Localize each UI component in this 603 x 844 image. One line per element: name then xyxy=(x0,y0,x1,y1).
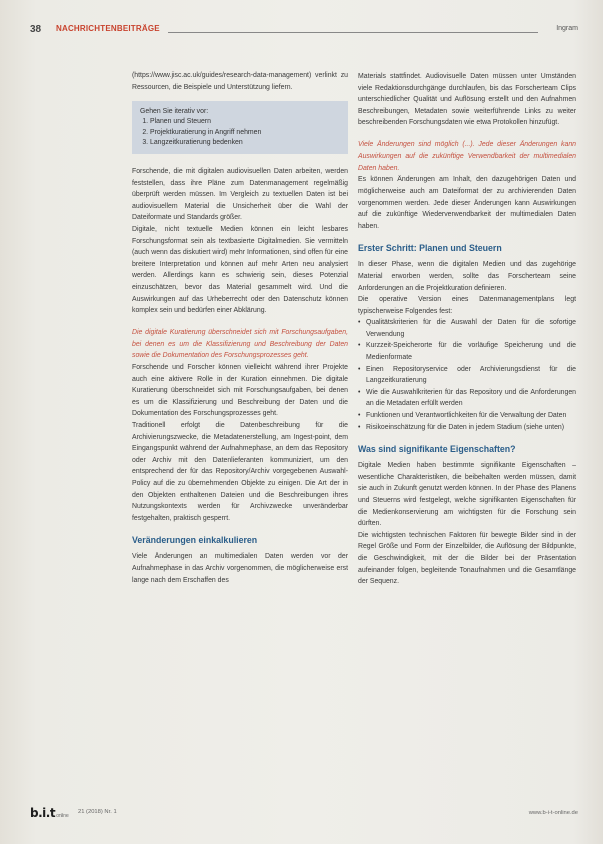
subheading: Veränderungen einkalkulieren xyxy=(132,535,258,546)
bit-logo xyxy=(30,806,68,820)
list-item: • Qualitätskriterien für die Auswahl der Daten für die sofortige Verwendung xyxy=(358,317,576,340)
paragraph: Materials stattfindet. Audiovisuelle Daten müssen unter Umständen viele Redaktionsdurchgänge durchlaufen, bis das Forscherteam Clips unterschiedlicher Qualität und Auflösung erstellt und den Aufnahmen Beschreibungen, Metadaten sowie weiterführende Links zu weiter beschreibenden Forschungsdaten wie etwa Protokollen hinzufügt. xyxy=(358,73,576,127)
paragraph: Digitale, nicht textuelle Medien können ein leicht lesbares Forschungsformat sein als textbasierte Digitalmedien. Sie vermitteln (auch wenn das diskutiert wird) mehr Informationen, sind offen für eine breitere Interpretation und können auf mehr Arten neu analysiert werden. Allerdings kann es schwierig sein, dieses Potenzial einzuschätzen, bevor das Material gesammelt wird. Und die Auswirkungen auf das Urheberrecht oder den Datenschutz können komplex sein und bedürfen einer Abklärung. xyxy=(132,225,348,315)
list-item: • Einen Repositoryservice oder Archivierungsdienst für die Langzeitkuratierung xyxy=(358,364,576,387)
paragraph: Die operative Version eines Datenmanagementplans legt typischerweise Folgendes fest: xyxy=(358,296,576,315)
paragraph: Forschende, die mit digitalen audiovisuellen Daten arbeiten, werden feststellen, dass ihre Pläne zum Datenmanagement regelmäßig überprüft werden müssen. Im Vergleich zu textuellen Daten ist bei audiovisuellem Material die Unsicherheit über die Wahl der Dateiformate und Standards größer. xyxy=(132,168,348,222)
paragraph: Traditionell erfolgt die Datenbeschreibung für die Archivierungszwecke, die Metadatenerstellung, am Ingest-point, dem Eingangspunkt während der Aufnahmephase, an dem das Repository oder Archiv mit den Datenlieferanten kommuniziert, um den entsprechend der für das Repository/Archiv vorgegebenen Auswahl-Policy auf die zu übernehmenden Objekte zu einigen. Die Art der in den Objekten enthaltenen Dateien und die Beschreibungen ihres Nutzungskontexts werden für Archivzwecke unveränderbar festgehalten, praktisch gesperrt. xyxy=(132,422,348,522)
paragraph: Viele Änderungen an multimedialen Daten werden vor der Aufnahmephase in das Archiv vorgenommen, die möglicherweise erst lange nach dem Erschaffen des xyxy=(132,553,348,584)
paragraph: Es können Änderungen am Inhalt, den dazugehörigen Daten und möglicherweise auch am Dateiformat der zu archivierenden Daten vorgenommen werden. Jede dieser Änderungen kann Auswirkungen auf die zukünftige Wiederverwendbarkeit der multimedialen Daten haben. xyxy=(358,176,576,230)
paragraph: Forschende und Forscher können vielleicht während ihrer Projekte auch eine aktivere Rolle in der Kuration einnehmen. Die digitale Kuratierung überschneidet sich mit Forschungsaufgaben, bei denen es um die Klassifizierung und Beschreibung der Daten und die Dokumentation des Forschungsprozesses geht. xyxy=(132,364,348,418)
paragraph: In dieser Phase, wenn die digitalen Medien und das zugehörige Material erworben werden, sollte das Forscherteam seine Anforderungen an die Projektkuration definieren. xyxy=(358,261,576,292)
issue-label: 21 (2018) Nr. 1 xyxy=(78,809,117,815)
steps-box-title: Gehen Sie iterativ vor: xyxy=(140,108,209,116)
subheading: Erster Schritt: Planen und Steuern xyxy=(358,243,502,254)
steps-list xyxy=(140,117,340,148)
logo-suffix: online xyxy=(56,813,69,819)
logo-text: b.i.t xyxy=(30,806,56,820)
requirements-list xyxy=(358,317,576,433)
pull-quote: Die digitale Kuratierung überschneidet sich mit Forschungsaufgaben, bei denen es um die Klassifizierung und Beschreibung der Daten sowie die Dokumentation des Forschungsprozesses geht. xyxy=(132,328,348,360)
pull-quote: Viele Änderungen sind möglich (...). Jede dieser Änderungen kann Auswirkungen auf die zukünftige Verwendbarkeit der multimedialen Daten haben. xyxy=(358,140,576,172)
header-rule xyxy=(168,32,538,33)
subheading: Was sind signifikante Eigenschaften? xyxy=(358,444,516,455)
step-item: 2. Projektkuratierung in Angriff nehmen xyxy=(150,128,340,138)
paragraph: Die wichtigsten technischen Faktoren für bewegte Bilder sind in der Regel Größe und Form der Einzelbilder, die Auflösung der Bildpunkte, die Geschwindigkeit, mit der die Bilder bei der Präsentation aufeinander folgen, begleitende Tonaufnahmen und die Gesamtlänge der Sequenz. xyxy=(358,531,576,586)
section-title: NACHRICHTENBEITRÄGE xyxy=(56,24,160,33)
intro-paragraph: (https://www.jisc.ac.uk/guides/research-data-management) verlinkt zu Ressourcen, die Beispiele und Unterstützung liefern. xyxy=(132,72,348,91)
left-column xyxy=(132,70,348,586)
step-item: 1. Planen und Steuern xyxy=(150,117,340,127)
page-footer xyxy=(30,806,578,820)
list-item: • Risikoeinschätzung für die Daten in jedem Stadium (siehe unten) xyxy=(358,422,576,434)
steps-box xyxy=(132,101,348,154)
step-item: 3. Langzeitkuratierung bedenken xyxy=(150,138,340,148)
right-column xyxy=(358,71,576,588)
list-item: • Kurzzeit-Speicherorte für die vorläufige Speicherung und die Medienformate xyxy=(358,340,576,363)
list-item: • Wie die Auswahlkriterien für das Repository und die Anforderungen an die Metadaten erfüllt werden xyxy=(358,387,576,410)
website-url: www.b-i-t-online.de xyxy=(528,810,578,816)
list-item: • Funktionen und Verantwortlichkeiten für die Verwaltung der Daten xyxy=(358,410,576,422)
author-label: Ingram xyxy=(556,25,578,32)
page-header xyxy=(30,24,578,40)
page-number: 38 xyxy=(30,24,42,35)
paragraph: Digitale Medien haben bestimmte signifikante Eigenschaften – wesentliche Charakteristiken, die beibehalten werden müssen, damit sie auch in Zukunft genutzt werden können. In der Phase des Planens und Steuerns wird festgelegt, welche signifikanten Eigenschaften für die Medienkonservierung am wichtigsten für die Forschung sein dürften. xyxy=(358,462,576,528)
